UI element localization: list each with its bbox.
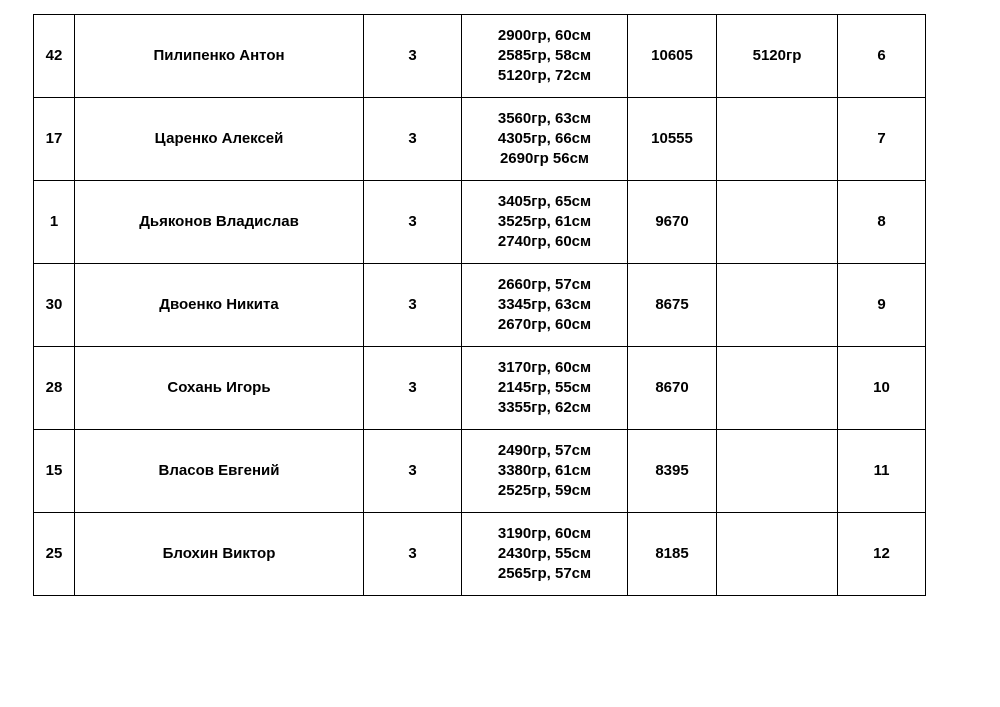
table-row [34,347,926,430]
participant-name: Двоенко Никита [75,264,364,347]
catch-count: 3 [364,430,462,513]
catch-count: 3 [364,347,462,430]
place: 12 [838,513,926,596]
results-table [33,14,926,596]
catch-entry: 2565гр, 57см [497,565,592,582]
participant-name: Сохань Игорь [75,347,364,430]
participant-number: 25 [34,513,75,596]
catch-entry: 2490гр, 57см [497,442,592,459]
catch-entry: 2690гр 56см [499,150,590,167]
catch-entry: 3560гр, 63см [497,110,592,127]
total-weight: 10555 [628,98,717,181]
place: 10 [838,347,926,430]
total-weight: 10605 [628,15,717,98]
catches-cell [462,15,628,98]
catch-entry: 2145гр, 55см [497,379,592,396]
catch-count: 3 [364,264,462,347]
catch-entry: 3405гр, 65см [497,193,592,210]
place: 9 [838,264,926,347]
catch-entry: 4305гр, 66см [497,130,592,147]
biggest-catch [717,430,838,513]
catch-entry: 2900гр, 60см [497,27,592,44]
catch-entry: 5120гр, 72см [497,67,592,84]
catch-entry: 3345гр, 63см [497,296,592,313]
biggest-catch [717,181,838,264]
catches-cell [462,513,628,596]
biggest-catch: 5120гр [717,15,838,98]
place: 6 [838,15,926,98]
participant-number: 1 [34,181,75,264]
total-weight: 8670 [628,347,717,430]
catch-entry: 2525гр, 59см [497,482,592,499]
catch-entry: 3380гр, 61см [497,462,592,479]
table-row [34,15,926,98]
total-weight: 9670 [628,181,717,264]
catch-entry: 2585гр, 58см [497,47,592,64]
total-weight: 8185 [628,513,717,596]
catches-cell [462,430,628,513]
participant-number: 28 [34,347,75,430]
catch-count: 3 [364,181,462,264]
biggest-catch [717,347,838,430]
participant-number: 30 [34,264,75,347]
table-row [34,98,926,181]
catch-count: 3 [364,98,462,181]
table-row [34,430,926,513]
catch-entry: 3355гр, 62см [497,399,592,416]
catch-entry: 2670гр, 60см [497,316,592,333]
participant-name: Власов Евгений [75,430,364,513]
catches-cell [462,264,628,347]
catch-entry: 3190гр, 60см [497,525,592,542]
biggest-catch [717,513,838,596]
place: 8 [838,181,926,264]
catch-entry: 2430гр, 55см [497,545,592,562]
total-weight: 8395 [628,430,717,513]
participant-number: 17 [34,98,75,181]
place: 11 [838,430,926,513]
table-row [34,181,926,264]
catch-count: 3 [364,513,462,596]
results-body [34,15,926,596]
catch-entry: 2740гр, 60см [497,233,592,250]
participant-name: Царенко Алексей [75,98,364,181]
biggest-catch [717,264,838,347]
catches-cell [462,98,628,181]
participant-name: Блохин Виктор [75,513,364,596]
catches-cell [462,181,628,264]
table-row [34,513,926,596]
catches-cell [462,347,628,430]
participant-name: Пилипенко Антон [75,15,364,98]
table-row [34,264,926,347]
participant-name: Дьяконов Владислав [75,181,364,264]
catch-entry: 2660гр, 57см [497,276,592,293]
total-weight: 8675 [628,264,717,347]
catch-entry: 3525гр, 61см [497,213,592,230]
catch-entry: 3170гр, 60см [497,359,592,376]
place: 7 [838,98,926,181]
participant-number: 42 [34,15,75,98]
biggest-catch [717,98,838,181]
catch-count: 3 [364,15,462,98]
participant-number: 15 [34,430,75,513]
